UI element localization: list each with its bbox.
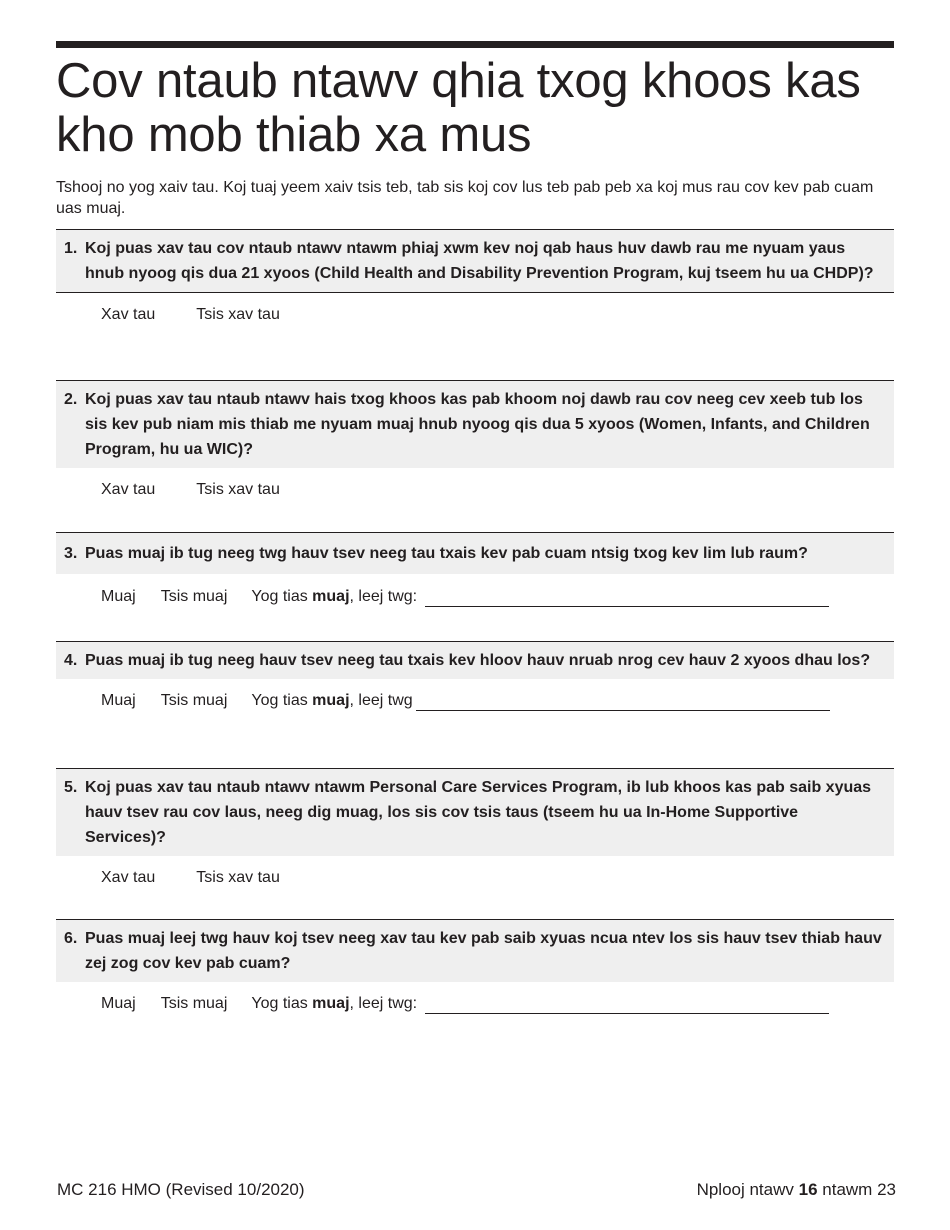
page-total: 23 [877, 1180, 896, 1199]
question-4-answers [56, 679, 894, 711]
question-number: 1. [64, 240, 78, 257]
option-know[interactable]: Xav tau [101, 869, 156, 886]
question-5 [56, 768, 894, 888]
question-text: Koj puas xav tau cov ntaub ntawv ntawm phiaj xwm kev noj qab haus huv dawb rau me nyuam yaus hnub nyoog qis dua 21 xyoos (Child Health and Disability Prevention Program, kuj tseem hu ua CHDP)? [85, 240, 874, 282]
option-no[interactable]: Tsis muaj [160, 692, 228, 709]
option-know[interactable]: Xav tau [101, 481, 156, 498]
question-2-box [56, 380, 894, 468]
option-no[interactable]: Tsis muaj [160, 588, 228, 605]
question-1-answers [56, 293, 894, 325]
intro-text: Tshooj no yog xaiv tau. Koj tuaj yeem xaiv tsis teb, tab sis koj cov lus teb pab peb xa koj mus rau cov kev pab cuam uas muaj. [56, 179, 874, 217]
page-middle: ntawm [817, 1180, 878, 1199]
question-4 [56, 641, 894, 711]
option-yes[interactable]: Muaj [101, 692, 136, 709]
option-dont-know[interactable]: Tsis xav tau [196, 306, 280, 323]
option-yes[interactable]: Muaj [101, 588, 136, 605]
question-number: 5. [64, 779, 78, 796]
top-rule [56, 41, 894, 48]
question-number: 3. [64, 545, 78, 562]
question-6 [56, 919, 894, 1014]
if-yes-bold: muaj [312, 692, 350, 709]
page-title: Cov ntaub ntawv qhia txog khoos kas kho mob thiab xa mus [56, 54, 861, 162]
question-1 [56, 229, 894, 325]
option-dont-know[interactable]: Tsis xav tau [196, 481, 280, 498]
if-yes-prefix: Yog tias [251, 692, 313, 709]
question-number: 2. [64, 391, 78, 408]
question-text: Puas muaj ib tug neeg hauv tsev neeg tau txais kev hloov hauv nruab nrog cev hauv 2 xyoos dhau los? [85, 652, 871, 669]
page-prefix: Nplooj ntawv [696, 1180, 799, 1199]
question-5-answers [56, 856, 894, 888]
question-4-box [56, 641, 894, 679]
question-3-answers [56, 574, 894, 607]
if-yes-label [251, 587, 417, 607]
question-number: 6. [64, 930, 78, 947]
option-yes[interactable]: Muaj [101, 995, 136, 1012]
question-text: Puas muaj ib tug neeg twg hauv tsev neeg tau txais kev pab cuam ntsig txog kev lim lub raum? [85, 545, 808, 562]
if-yes-label [251, 994, 417, 1014]
if-yes-suffix: , leej twg: [349, 588, 418, 605]
option-no[interactable]: Tsis muaj [160, 995, 228, 1012]
page-number [697, 1180, 896, 1200]
question-number: 4. [64, 652, 78, 669]
form-id: MC 216 HMO (Revised 10/2020) [57, 1180, 305, 1199]
if-yes-prefix: Yog tias [251, 995, 313, 1012]
option-dont-know[interactable]: Tsis xav tau [196, 869, 280, 886]
question-3-box [56, 532, 894, 574]
question-6-box [56, 919, 894, 982]
question-5-box [56, 768, 894, 856]
option-know[interactable]: Xav tau [101, 306, 156, 323]
if-yes-suffix: , leej twg [349, 692, 413, 709]
page-current: 16 [798, 1180, 818, 1199]
question-text: Koj puas xav tau ntaub ntawv ntawm Personal Care Services Program, ib lub khoos kas pab saib xyuas hauv tsev rau cov laus, neeg dig muag, los sis cov tsis taus (tseem hu ua In-Home Supportive Services)? [85, 779, 872, 846]
question-6-answers [56, 982, 894, 1014]
question-text: Puas muaj leej twg hauv koj tsev neeg xav tau kev pab saib xyuas ncua ntev los sis hauv tsev thiab hauv zej zog cov kev pab cuam? [85, 930, 882, 972]
who-answer-line[interactable] [425, 592, 829, 607]
question-text: Koj puas xav tau ntaub ntawv hais txog khoos kas pab khoom noj dawb rau cov neeg cev xeeb tub los sis kev pub niam mis thiab me nyuam muaj hnub nyoog qis dua 5 xyoos (Women, Infants, and Children Program, hu ua WIC)? [85, 391, 870, 458]
question-3 [56, 532, 894, 607]
who-answer-line[interactable] [416, 696, 830, 711]
if-yes-suffix: , leej twg: [349, 995, 418, 1012]
question-1-box [56, 229, 894, 293]
if-yes-bold: muaj [312, 995, 350, 1012]
question-2 [56, 380, 894, 500]
question-2-answers [56, 468, 894, 500]
if-yes-bold: muaj [312, 588, 350, 605]
if-yes-prefix: Yog tias [251, 588, 313, 605]
who-answer-line[interactable] [425, 999, 829, 1014]
if-yes-label [251, 691, 412, 711]
